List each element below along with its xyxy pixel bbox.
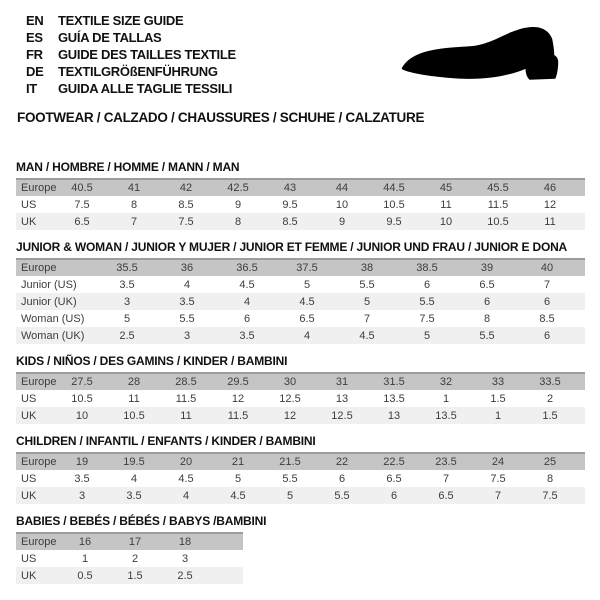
size-cell: 13 [387,409,401,422]
table-title: JUNIOR & WOMAN / JUNIOR Y MUJER / JUNIOR ET FEMME / JUNIOR UND FRAU / JUNIOR E DONA [16,240,568,254]
size-cell: 29.5 [227,376,249,388]
size-cell: 33.5 [539,376,561,388]
size-cell: 3.5 [126,489,142,502]
size-cell: 6 [543,329,551,342]
size-cell: 37.5 [296,262,318,274]
size-cell: 1.5 [127,569,143,582]
size-cell: 4.5 [239,278,255,291]
size-cell: 5 [123,312,131,325]
size-cell: 4 [183,278,191,291]
table-header-row [16,373,585,390]
row-label: UK [21,569,37,582]
row-label: Europe [21,376,56,388]
table-row [16,213,585,230]
table-header-row [16,259,585,276]
size-cell: 44.5 [383,182,405,194]
size-cell: 16 [78,536,92,548]
size-table-section-junior_woman [16,241,600,344]
row-label: Junior (US) [21,278,77,291]
size-table-section-children [16,435,600,504]
row-filler [577,259,585,276]
size-cell: 6 [543,295,551,308]
size-cell: 1 [494,409,502,422]
size-cell: 4 [303,329,311,342]
size-cell: 13 [335,392,349,405]
dress-shoe-icon [398,20,576,96]
size-cell: 12 [543,198,557,211]
size-cell: 9 [234,198,242,211]
size-cell: 5 [286,489,294,502]
size-cell: 6.5 [74,215,90,228]
row-label: US [21,392,37,405]
size-cell: 10.5 [487,215,509,228]
table-row [16,327,585,344]
size-cell: 7 [363,312,371,325]
size-cell: 7.5 [542,489,558,502]
lang-code: EN [26,13,44,28]
size-cell: 10 [75,409,89,422]
table-row [16,276,585,293]
size-cell: 10.5 [383,198,405,211]
size-cell: 27.5 [71,376,93,388]
category-line: FOOTWEAR / CALZADO / CHAUSSURES / SCHUHE / CALZATURE [17,110,425,125]
lang-title: TEXTILGRÖßENFÜHRUNG [58,64,218,79]
table-title: CHILDREN / INFANTIL / ENFANTS / KINDER / BAMBINI [16,434,316,448]
size-cell: 3 [123,295,131,308]
size-cell: 46 [543,182,557,194]
size-cell: 10.5 [71,392,93,405]
size-cell: 7 [543,278,551,291]
size-cell: 11.5 [227,409,249,422]
size-cell: 31.5 [383,376,405,388]
size-cell: 6 [338,472,346,485]
row-filler [210,567,243,584]
size-cell: 7.5 [178,215,194,228]
size-table [16,532,243,584]
size-cell: 11.5 [175,392,197,405]
size-cell: 5 [234,472,242,485]
row-filler [576,213,585,230]
size-cell: 9.5 [282,198,298,211]
size-cell: 5.5 [359,278,375,291]
lang-code: FR [26,47,43,62]
row-label: UK [21,215,37,228]
size-tables [16,161,600,584]
size-cell: 45 [439,182,453,194]
table-row [16,390,585,407]
size-cell: 6 [243,312,251,325]
table-header-row [16,179,585,196]
lang-code: DE [26,64,44,79]
size-cell: 5.5 [334,489,350,502]
size-cell: 40.5 [71,182,93,194]
size-cell: 8.5 [539,312,555,325]
size-cell: 3.5 [74,472,90,485]
size-cell: 11 [544,215,556,228]
row-filler [576,373,585,390]
table-header-row [16,533,243,550]
size-cell: 11.5 [487,198,509,211]
size-cell: 45.5 [487,182,509,194]
size-cell: 21 [231,456,245,468]
size-cell: 9 [338,215,346,228]
size-cell: 4.5 [178,472,194,485]
size-cell: 8 [234,215,242,228]
size-cell: 20 [179,456,193,468]
size-cell: 3.5 [239,329,255,342]
size-cell: 7.5 [74,198,90,211]
row-filler [576,453,585,470]
size-cell: 43 [283,182,297,194]
size-cell: 1 [81,552,89,565]
row-label: UK [21,489,37,502]
size-cell: 5.5 [282,472,298,485]
size-cell: 1.5 [542,409,558,422]
row-filler [576,196,585,213]
table-title: KIDS / NIÑOS / DES GAMINS / KINDER / BAMBINI [16,354,288,368]
size-cell: 35.5 [116,262,138,274]
size-cell: 17 [128,536,142,548]
size-cell: 9.5 [386,215,402,228]
size-cell: 10.5 [123,409,145,422]
size-cell: 38 [360,262,374,274]
size-cell: 40 [540,262,554,274]
size-cell: 19 [75,456,89,468]
size-cell: 8.5 [178,198,194,211]
row-filler [576,470,585,487]
size-cell: 6.5 [386,472,402,485]
table-title: MAN / HOMBRE / HOMME / MANN / MAN [16,160,240,174]
size-cell: 8 [130,198,138,211]
row-filler [576,179,585,196]
table-row [16,487,585,504]
size-cell: 3.5 [119,278,135,291]
size-table [16,258,585,344]
size-cell: 13.5 [435,409,457,422]
size-cell: 36.5 [236,262,258,274]
size-cell: 5.5 [179,312,195,325]
size-cell: 8.5 [282,215,298,228]
row-label: US [21,472,37,485]
row-label: Junior (UK) [21,295,77,308]
table-header-row [16,453,585,470]
size-cell: 42 [179,182,193,194]
size-cell: 36 [180,262,194,274]
row-filler [577,310,585,327]
size-cell: 6 [423,278,431,291]
lang-title: TEXTILE SIZE GUIDE [58,13,184,28]
size-cell: 18 [178,536,192,548]
size-cell: 41 [127,182,141,194]
size-cell: 12 [231,392,245,405]
size-cell: 4.5 [299,295,315,308]
row-label: Europe [21,456,56,468]
row-label: UK [21,409,37,422]
table-row [16,310,585,327]
row-filler [210,533,243,550]
table-row [16,293,585,310]
size-cell: 28.5 [175,376,197,388]
size-cell: 33 [491,376,505,388]
size-cell: 5 [303,278,311,291]
size-table-section-man [16,161,600,230]
size-cell: 5 [363,295,371,308]
size-cell: 3 [181,552,189,565]
size-cell: 39 [480,262,494,274]
size-cell: 11 [180,409,192,422]
size-cell: 31 [335,376,349,388]
size-cell: 28 [127,376,141,388]
table-row [16,407,585,424]
size-cell: 6 [483,295,491,308]
size-cell: 5 [423,329,431,342]
size-cell: 7 [130,215,138,228]
size-cell: 2 [546,392,554,405]
table-row [16,550,243,567]
row-filler [577,293,585,310]
lang-code: IT [26,81,37,96]
size-cell: 10 [439,215,453,228]
lang-title: GUIDA ALLE TAGLIE TESSILI [58,81,233,96]
size-cell: 8 [546,472,554,485]
size-cell: 22.5 [383,456,405,468]
size-cell: 2.5 [119,329,135,342]
size-cell: 7 [494,489,502,502]
table-row [16,196,585,213]
size-cell: 25 [543,456,557,468]
size-cell: 1.5 [490,392,506,405]
size-cell: 3.5 [179,295,195,308]
size-cell: 4 [243,295,251,308]
table-row [16,470,585,487]
size-cell: 38.5 [416,262,438,274]
size-cell: 24 [491,456,505,468]
size-cell: 42.5 [227,182,249,194]
size-cell: 21.5 [279,456,301,468]
size-cell: 4 [130,472,138,485]
table-row [16,567,243,584]
size-table [16,372,585,424]
header [0,0,600,125]
lang-code: ES [26,30,43,45]
size-cell: 13.5 [383,392,405,405]
size-cell: 7.5 [490,472,506,485]
size-cell: 10 [335,198,349,211]
size-cell: 7.5 [419,312,435,325]
row-label: Europe [21,262,57,274]
size-cell: 1 [442,392,450,405]
size-table [16,452,585,504]
size-cell: 11 [128,392,140,405]
row-filler [577,327,585,344]
size-cell: 30 [283,376,297,388]
size-cell: 12.5 [331,409,353,422]
size-cell: 23.5 [435,456,457,468]
size-cell: 44 [335,182,349,194]
size-cell: 5.5 [419,295,435,308]
size-table-section-kids [16,355,600,424]
size-table-section-babies [16,515,600,584]
size-cell: 7 [442,472,450,485]
size-cell: 11 [440,198,452,211]
size-cell: 3 [78,489,86,502]
size-cell: 12 [283,409,297,422]
row-label: US [21,198,37,211]
size-cell: 6.5 [438,489,454,502]
size-cell: 0.5 [77,569,93,582]
row-filler [210,550,243,567]
size-cell: 3 [183,329,191,342]
size-cell: 8 [483,312,491,325]
row-label: Europe [21,536,57,548]
size-cell: 32 [439,376,453,388]
row-label: US [21,552,37,565]
size-cell: 2.5 [177,569,193,582]
table-title: BABIES / BEBÉS / BÉBÉS / BABYS /BAMBINI [16,514,267,528]
size-cell: 4 [182,489,190,502]
size-cell: 19.5 [123,456,145,468]
lang-title: GUÍA DE TALLAS [58,30,162,45]
lang-title: GUIDE DES TAILLES TEXTILE [58,47,236,62]
row-filler [576,407,585,424]
row-label: Woman (UK) [21,329,85,342]
size-cell: 5.5 [479,329,495,342]
row-filler [576,390,585,407]
size-cell: 6.5 [299,312,315,325]
row-filler [576,487,585,504]
size-cell: 22 [335,456,349,468]
size-cell: 12.5 [279,392,301,405]
row-filler [577,276,585,293]
size-cell: 4.5 [359,329,375,342]
row-label: Woman (US) [21,312,85,325]
row-label: Europe [21,182,56,194]
size-cell: 2 [131,552,139,565]
size-table [16,178,585,230]
size-cell: 6 [390,489,398,502]
size-cell: 6.5 [479,278,495,291]
size-cell: 4.5 [230,489,246,502]
